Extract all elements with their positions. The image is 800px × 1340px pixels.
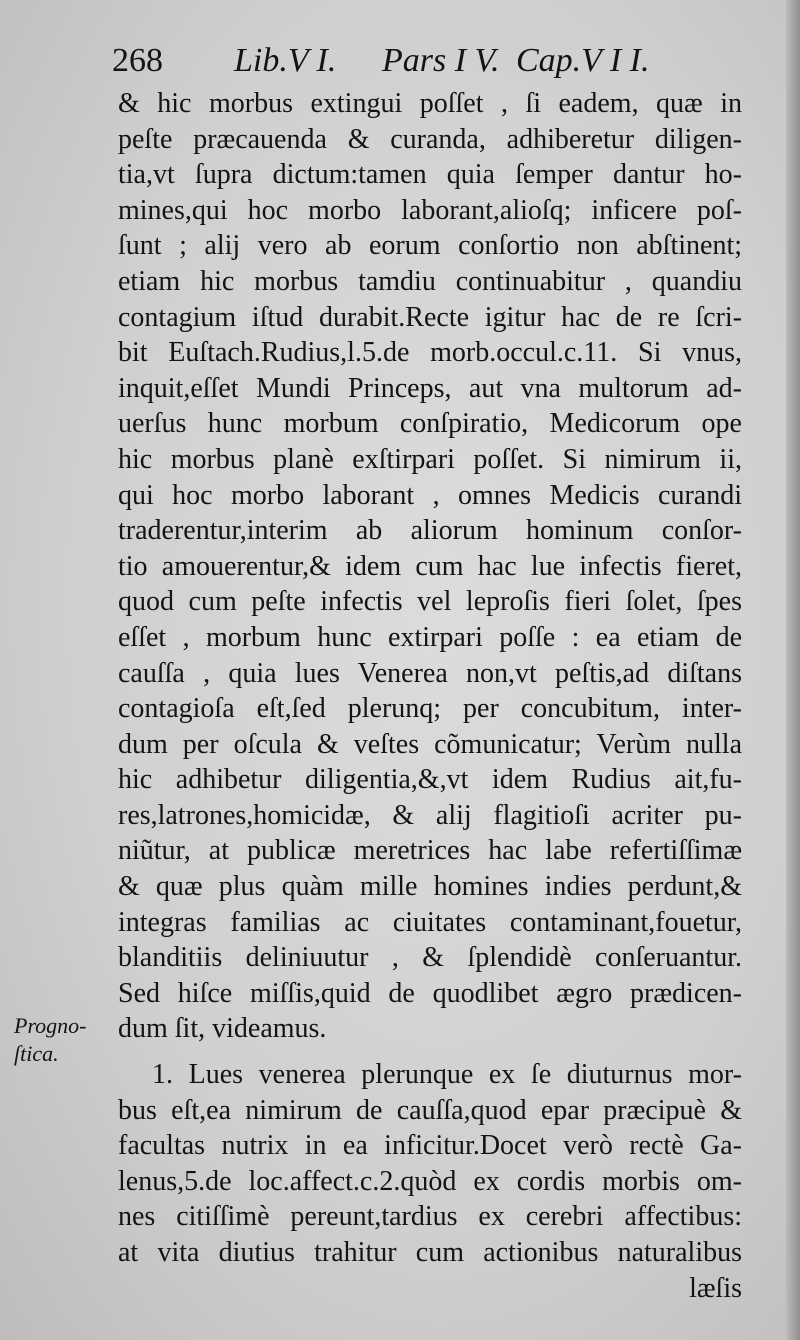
text-line: peſte præcauenda & curanda, adhiberetur diligen- (118, 123, 742, 155)
catchword: læſis (689, 1272, 742, 1304)
text-line: bus eſt,ea nimirum de cauſſa,quod epar præcipuè & (118, 1094, 742, 1126)
text-line: & quæ plus quàm mille homines indies perdunt,& (118, 871, 742, 903)
text-line: res,latrones,homicidæ, & alij flagitioſi acriter pu- (118, 799, 742, 831)
text-line: tia,vt ſupra dictum:tamen quia ſemper dantur ho- (118, 159, 742, 191)
text-line: contagioſa eſt,ſed plerunq; per concubitum, inter- (118, 693, 742, 725)
text-line: facultas nutrix in ea inficitur.Docet verò rectè Ga- (118, 1130, 742, 1162)
text-line: quod cum peſte infectis vel leproſis fieri ſolet, ſpes (118, 586, 742, 618)
text-line: at vita diutius trahitur cum actionibus naturalibus (118, 1237, 742, 1268)
text-line: traderentur,interim ab aliorum hominum conſor- (118, 515, 742, 547)
text-line: contagium iſtud durabit.Recte igitur hac de re ſcri- (118, 301, 742, 333)
text-line: uerſus hunc morbum conſpiratio, Medicorum ope (118, 408, 742, 440)
text-line: cauſſa , quia lues Venerea non,vt peſtis,ad diſtans (118, 657, 742, 689)
body-text (118, 86, 742, 1306)
text-line: qui hoc morbo laborant , omnes Medicis curandi (118, 479, 742, 511)
margin-note-line: Progno- (14, 1013, 87, 1038)
text-line: tio amouerentur,& idem cum hac lue infectis fieret, (118, 550, 742, 582)
text-line: & hic morbus extingui poſſet , ſi eadem, quæ in (118, 88, 742, 119)
text-line: hic morbus planè exſtirpari poſſet. Si nimirum ii, (118, 443, 742, 475)
text-line: eſſet , morbum hunc extirpari poſſe : ea etiam de (118, 621, 742, 653)
text-line: Sed hiſce miſſis,quid de quodlibet ægro prædicen- (118, 977, 742, 1009)
header-book: Lib.V I. (234, 42, 337, 79)
text-line: bit Euſtach.Rudius,l.5.de morb.occul.c.11. Si vnus, (118, 337, 742, 369)
text-line: hic adhibetur diligentia,&,vt idem Rudius ait,fu- (118, 764, 742, 796)
page-edge-shadow (786, 0, 800, 1340)
text-line: integras familias ac ciuitates contaminant,fouetur, (118, 906, 742, 938)
text-line: inquit,eſſet Mundi Princeps, aut vna multorum ad- (118, 372, 742, 404)
text-line: 1. Lues venerea plerunque ex ſe diuturnus mor- (152, 1059, 742, 1091)
header-part: Pars I V. (382, 42, 500, 79)
text-line: mines,qui hoc morbo laborant,alioſq; inficere poſ- (118, 194, 742, 226)
text-line: dum per oſcula & veſtes cõmunicatur; Verùm nulla (118, 728, 742, 760)
header-chapter: Cap.V I I. (516, 42, 650, 79)
text-line: ſunt ; alij vero ab eorum conſortio non abſtinent; (118, 230, 742, 262)
text-line: dum ſit, videamus. (118, 1013, 327, 1045)
page-number: 268 (112, 42, 163, 79)
text-line: blanditiis deliniuutur , & ſplendidè conſeruantur. (118, 942, 742, 974)
running-header (112, 42, 672, 92)
text-line: lenus,5.de loc.affect.c.2.quòd ex cordis morbis om- (118, 1165, 742, 1197)
text-line: etiam hic morbus tamdiu continuabitur , quandiu (118, 265, 742, 297)
margin-note-line: ſtica. (14, 1041, 59, 1066)
text-line: nes citiſſimè pereunt,tardius ex cerebri affectibus: (118, 1201, 742, 1233)
text-line: niũtur, at publicæ meretrices hac labe refertiſſimæ (118, 835, 742, 867)
margin-note (14, 1012, 104, 1068)
